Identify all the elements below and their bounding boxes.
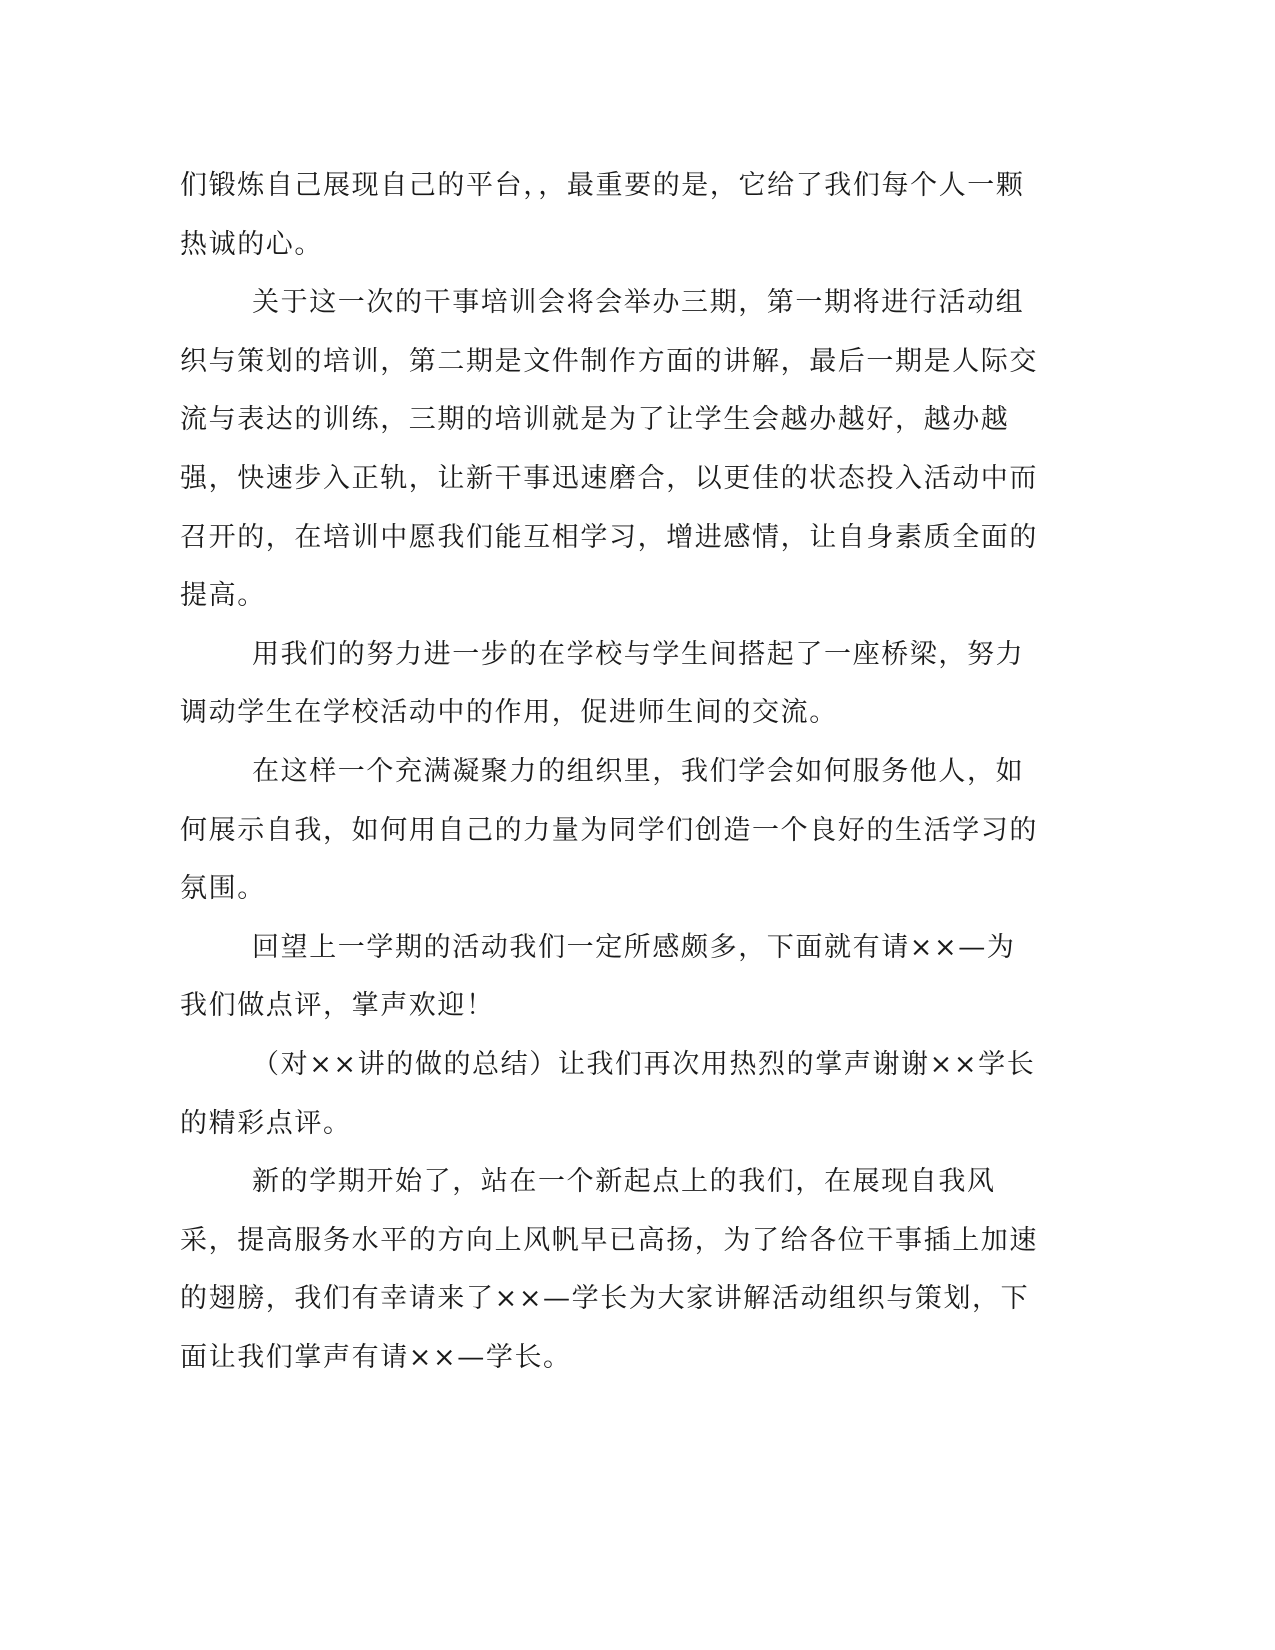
paragraph-organization: 在这样一个充满凝聚力的组织里，我们学会如何服务他人，如何展示自我，如何用自己的力量为同学们创造一个良好的生活学习的氛围。 <box>180 755 1038 905</box>
paragraph-new-semester: 新的学期开始了，站在一个新起点上的我们，在展现自我风采，提高服务水平的方向上风帆早已高扬，为了给各位干事插上加速的翅膀，我们有幸请来了××—学长为大家讲解活动组织与策划，下面让我们掌声有请××—学长。 <box>180 1166 1038 1373</box>
document-body <box>180 157 1040 1387</box>
paragraph-summary: （对××讲的做的总结）让我们再次用热烈的掌声谢谢××学长的精彩点评。 <box>180 1048 1036 1139</box>
paragraph-training-sessions: 关于这一次的干事培训会将会举办三期，第一期将进行活动组织与策划的培训，第二期是文件制作方面的讲解，最后一期是人际交流与表达的训练，三期的培训就是为了让学生会越办越好，越办越强，快速步入正轨，让新干事迅速磨合，以更佳的状态投入活动中而召开的，在培训中愿我们能互相学习，增进感情，让自身素质全面的提高。 <box>180 287 1038 612</box>
paragraph-review: 回望上一学期的活动我们一定所感颇多，下面就有请××—为我们做点评，掌声欢迎！ <box>180 931 1016 1022</box>
paragraph-bridge: 用我们的努力进一步的在学校与学生间搭起了一座桥梁，努力调动学生在学校活动中的作用，促进师生间的交流。 <box>180 638 1025 729</box>
paragraph-continuation: 们锻炼自己展现自己的平台，，最重要的是，它给了我们每个人一颗热诚的心。 <box>180 170 1025 260</box>
